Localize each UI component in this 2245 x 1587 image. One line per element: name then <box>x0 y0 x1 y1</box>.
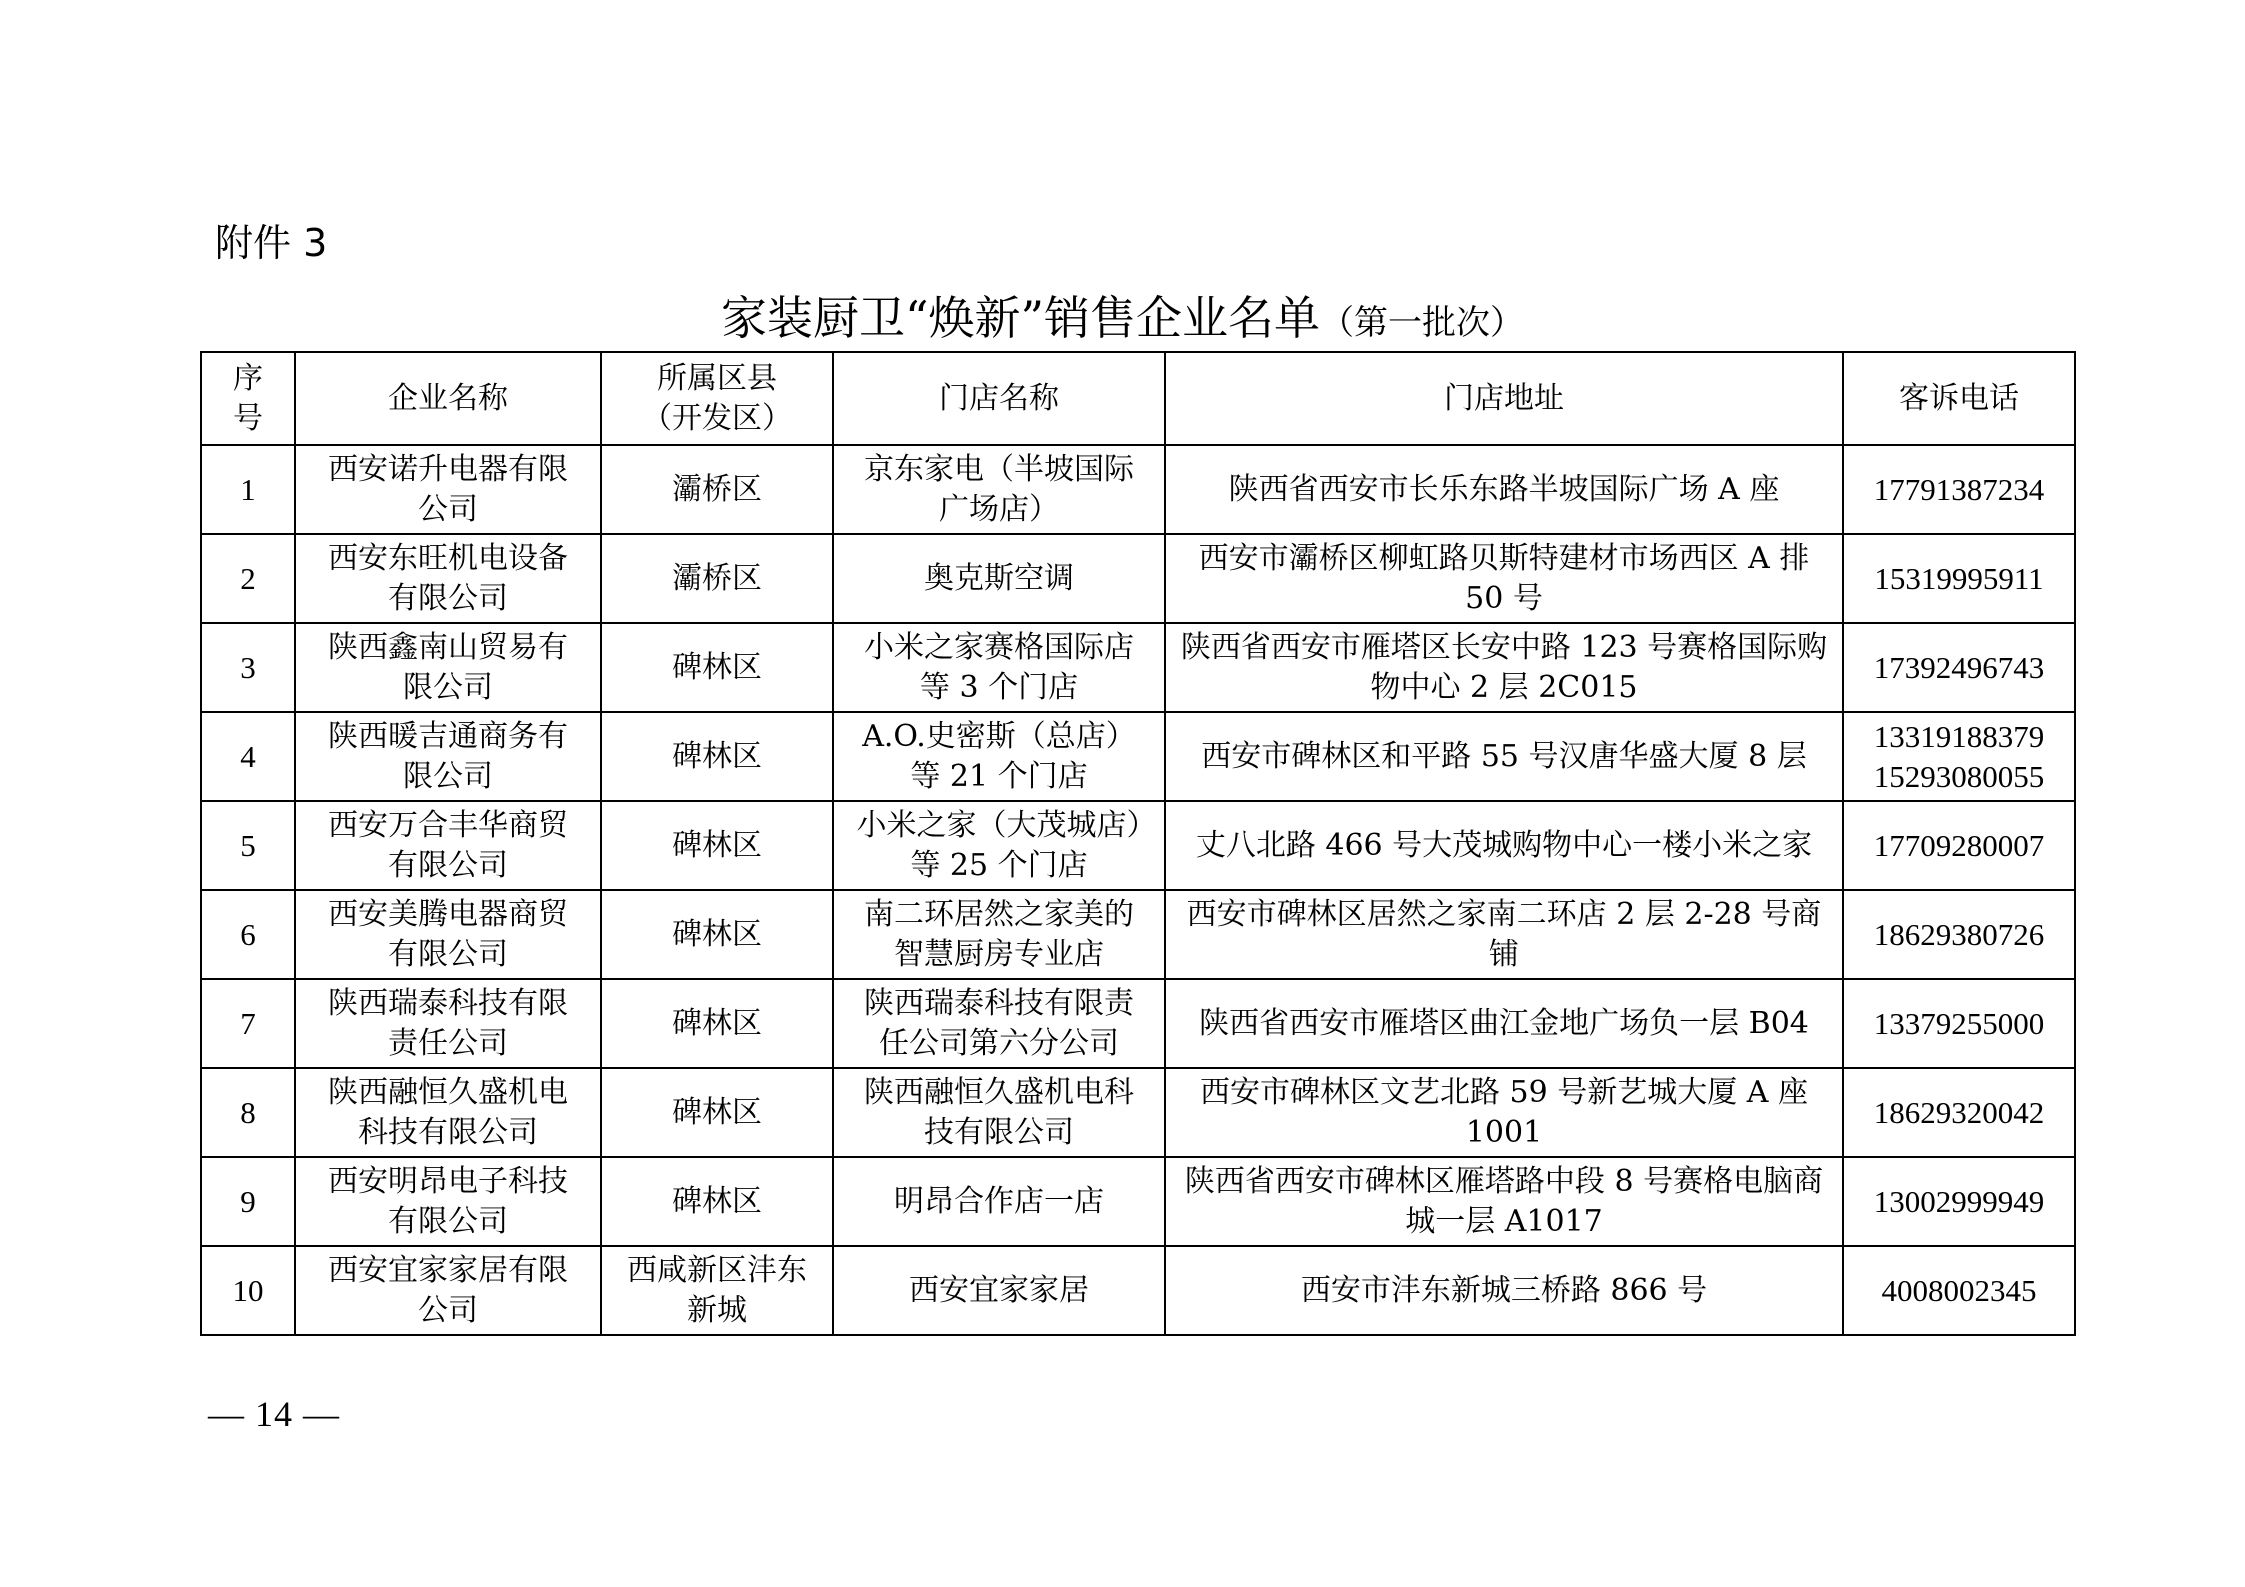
enterprise-table <box>200 351 2076 1336</box>
cell-company: 陕西融恒久盛机电科技有限公司 <box>295 1068 601 1157</box>
phone-number: 13319188379 <box>1873 718 2045 754</box>
cell-phone <box>1843 979 2075 1068</box>
cell-company: 西安美腾电器商贸有限公司 <box>295 890 601 979</box>
table-row <box>201 534 2075 623</box>
cell-store: 奥克斯空调 <box>833 534 1165 623</box>
cell-district: 碑林区 <box>601 801 833 890</box>
cell-phone <box>1843 712 2075 801</box>
table-row <box>201 445 2075 534</box>
phone-number: 17791387234 <box>1873 471 2045 507</box>
header-company: 企业名称 <box>295 352 601 445</box>
document-title <box>0 287 2245 354</box>
cell-index: 8 <box>201 1068 295 1157</box>
cell-store: A.O.史密斯（总店）等 21 个门店 <box>833 712 1165 801</box>
cell-company: 西安明昂电子科技有限公司 <box>295 1157 601 1246</box>
table-row <box>201 890 2075 979</box>
cell-index: 2 <box>201 534 295 623</box>
cell-index: 6 <box>201 890 295 979</box>
cell-district: 碑林区 <box>601 712 833 801</box>
cell-district: 碑林区 <box>601 979 833 1068</box>
cell-address: 陕西省西安市长乐东路半坡国际广场 A 座 <box>1165 445 1843 534</box>
cell-company: 西安宜家家居有限公司 <box>295 1246 601 1335</box>
table-row <box>201 623 2075 712</box>
cell-phone <box>1843 1068 2075 1157</box>
cell-index: 5 <box>201 801 295 890</box>
header-address: 门店地址 <box>1165 352 1843 445</box>
cell-index: 10 <box>201 1246 295 1335</box>
document-title-main: 家装厨卫“焕新”销售企业名单 <box>720 291 1321 345</box>
cell-company: 西安万合丰华商贸有限公司 <box>295 801 601 890</box>
cell-index: 1 <box>201 445 295 534</box>
cell-district: 灞桥区 <box>601 445 833 534</box>
cell-index: 9 <box>201 1157 295 1246</box>
cell-store: 京东家电（半坡国际广场店） <box>833 445 1165 534</box>
table-row <box>201 1068 2075 1157</box>
header-store: 门店名称 <box>833 352 1165 445</box>
table-row <box>201 712 2075 801</box>
cell-store: 陕西融恒久盛机电科技有限公司 <box>833 1068 1165 1157</box>
phone-number: 13379255000 <box>1873 1005 2045 1041</box>
table-row <box>201 979 2075 1068</box>
cell-phone <box>1843 623 2075 712</box>
cell-phone <box>1843 1157 2075 1246</box>
cell-district: 碑林区 <box>601 1157 833 1246</box>
table-row <box>201 1246 2075 1335</box>
cell-index: 7 <box>201 979 295 1068</box>
header-phone: 客诉电话 <box>1843 352 2075 445</box>
cell-district: 灞桥区 <box>601 534 833 623</box>
cell-store: 明昂合作店一店 <box>833 1157 1165 1246</box>
cell-phone <box>1843 1246 2075 1335</box>
phone-number: 18629380726 <box>1873 916 2045 952</box>
cell-address: 丈八北路 466 号大茂城购物中心一楼小米之家 <box>1165 801 1843 890</box>
cell-phone <box>1843 445 2075 534</box>
cell-district: 西咸新区沣东新城 <box>601 1246 833 1335</box>
header-district: 所属区县（开发区） <box>601 352 833 445</box>
phone-number: 15293080055 <box>1873 758 2045 794</box>
phone-number: 17392496743 <box>1873 649 2045 685</box>
cell-index: 4 <box>201 712 295 801</box>
cell-address: 西安市碑林区和平路 55 号汉唐华盛大厦 8 层 <box>1165 712 1843 801</box>
cell-phone <box>1843 890 2075 979</box>
document-title-batch: （第一批次） <box>1320 303 1525 343</box>
cell-store: 小米之家赛格国际店等 3 个门店 <box>833 623 1165 712</box>
cell-address: 西安市碑林区居然之家南二环店 2 层 2-28 号商铺 <box>1165 890 1843 979</box>
page-number: — 14 — <box>208 1394 340 1434</box>
cell-company: 陕西暖吉通商务有限公司 <box>295 712 601 801</box>
cell-company: 西安东旺机电设备有限公司 <box>295 534 601 623</box>
phone-number: 17709280007 <box>1873 827 2045 863</box>
cell-phone <box>1843 801 2075 890</box>
table-row <box>201 801 2075 890</box>
table-body <box>201 445 2075 1335</box>
cell-address: 西安市碑林区文艺北路 59 号新艺城大厦 A 座 1001 <box>1165 1068 1843 1157</box>
cell-company: 陕西鑫南山贸易有限公司 <box>295 623 601 712</box>
phone-number: 4008002345 <box>1881 1272 2037 1308</box>
cell-address: 西安市灞桥区柳虹路贝斯特建材市场西区 A 排 50 号 <box>1165 534 1843 623</box>
cell-district: 碑林区 <box>601 890 833 979</box>
cell-address: 陕西省西安市雁塔区长安中路 123 号赛格国际购物中心 2 层 2C015 <box>1165 623 1843 712</box>
phone-number: 18629320042 <box>1873 1094 2045 1130</box>
table-header-row <box>201 352 2075 445</box>
cell-index: 3 <box>201 623 295 712</box>
phone-number: 15319995911 <box>1874 560 2044 596</box>
table-row <box>201 1157 2075 1246</box>
cell-store: 小米之家（大茂城店）等 25 个门店 <box>833 801 1165 890</box>
cell-company: 西安诺升电器有限公司 <box>295 445 601 534</box>
attachment-label: 附件 3 <box>215 221 328 265</box>
phone-number: 13002999949 <box>1873 1183 2045 1219</box>
cell-address: 陕西省西安市碑林区雁塔路中段 8 号赛格电脑商城一层 A1017 <box>1165 1157 1843 1246</box>
cell-company: 陕西瑞泰科技有限责任公司 <box>295 979 601 1068</box>
cell-address: 西安市沣东新城三桥路 866 号 <box>1165 1246 1843 1335</box>
cell-district: 碑林区 <box>601 1068 833 1157</box>
header-index: 序号 <box>201 352 295 445</box>
cell-store: 陕西瑞泰科技有限责任公司第六分公司 <box>833 979 1165 1068</box>
cell-district: 碑林区 <box>601 623 833 712</box>
cell-phone <box>1843 534 2075 623</box>
cell-store: 西安宜家家居 <box>833 1246 1165 1335</box>
cell-store: 南二环居然之家美的智慧厨房专业店 <box>833 890 1165 979</box>
cell-address: 陕西省西安市雁塔区曲江金地广场负一层 B04 <box>1165 979 1843 1068</box>
